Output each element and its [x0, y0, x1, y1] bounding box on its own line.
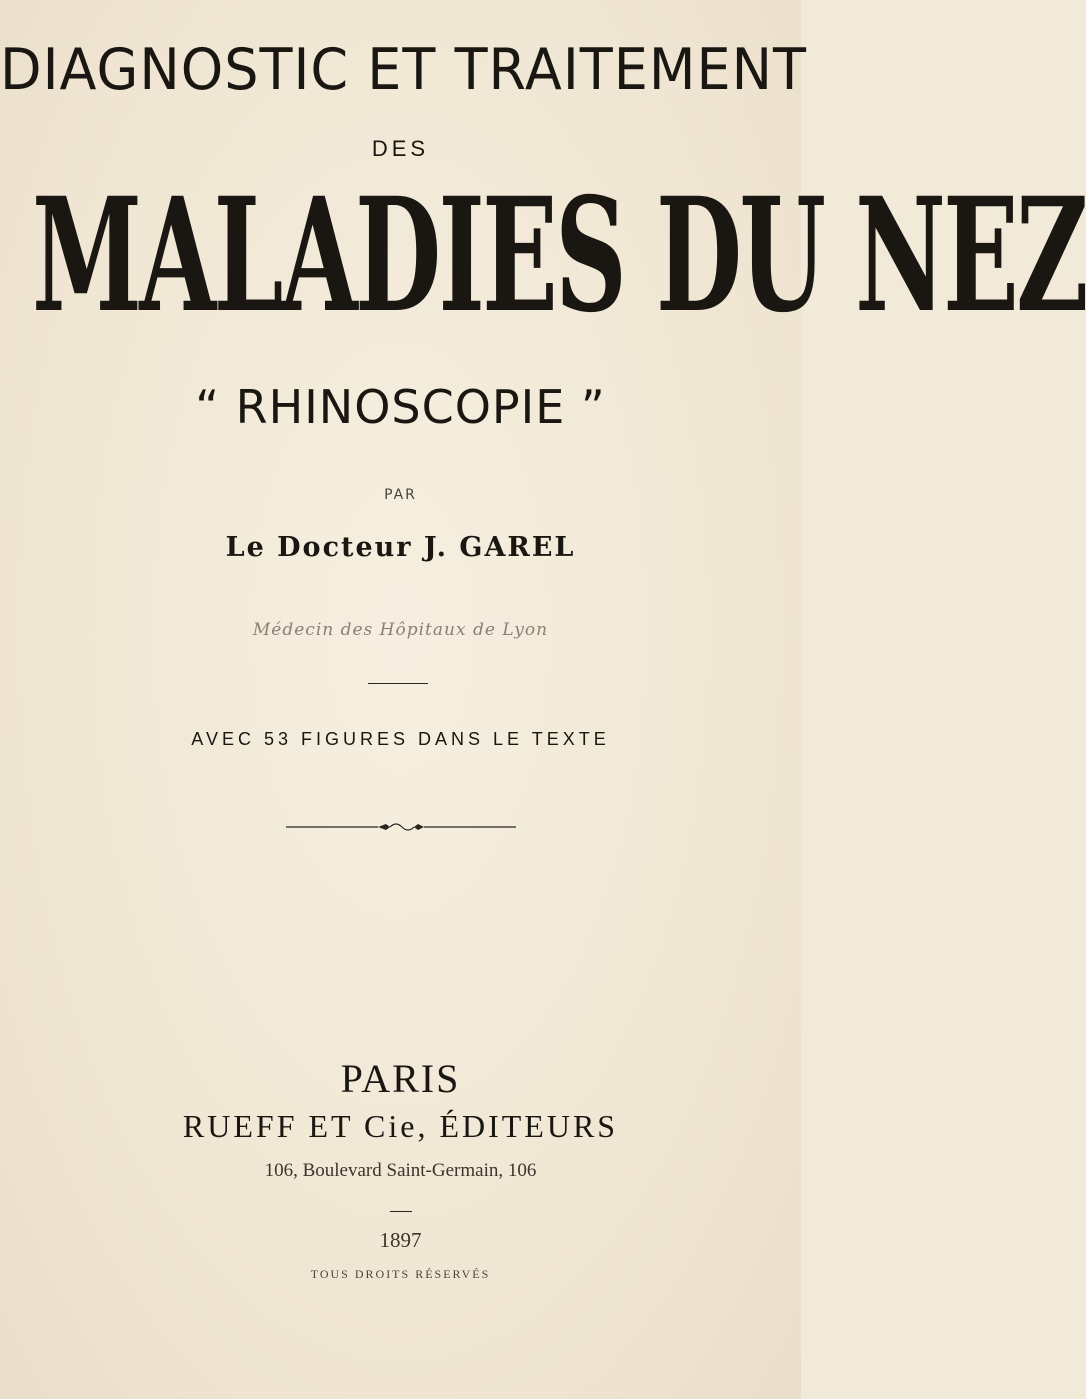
rights-notice: TOUS DROITS RÉSERVÉS	[310, 1267, 491, 1281]
short-rule	[390, 1211, 412, 1212]
publication-city: PARIS	[340, 1056, 461, 1101]
title-line-2: DES	[371, 136, 430, 161]
figures-note: AVEC 53 FIGURES DANS LE TEXTE	[191, 729, 610, 749]
publisher-address: 106, Boulevard Saint-Germain, 106	[264, 1160, 537, 1181]
publication-year: 1897	[379, 1228, 422, 1252]
author-name: Le Docteur J. GAREL	[225, 532, 576, 563]
author-affiliation: Médecin des Hôpitaux de Lyon	[252, 620, 549, 640]
ornament-divider	[286, 820, 516, 834]
subtitle: “ RHINOSCOPIE ”	[195, 380, 606, 434]
title-line-1: DIAGNOSTIC ET TRAITEMENT	[0, 36, 807, 103]
divider-rule	[368, 683, 428, 684]
publisher: RUEFF ET Cie, ÉDITEURS	[182, 1108, 619, 1144]
title-line-3: MALADIES DU NEZ	[32, 164, 1086, 348]
by-line: PAR	[384, 487, 417, 503]
